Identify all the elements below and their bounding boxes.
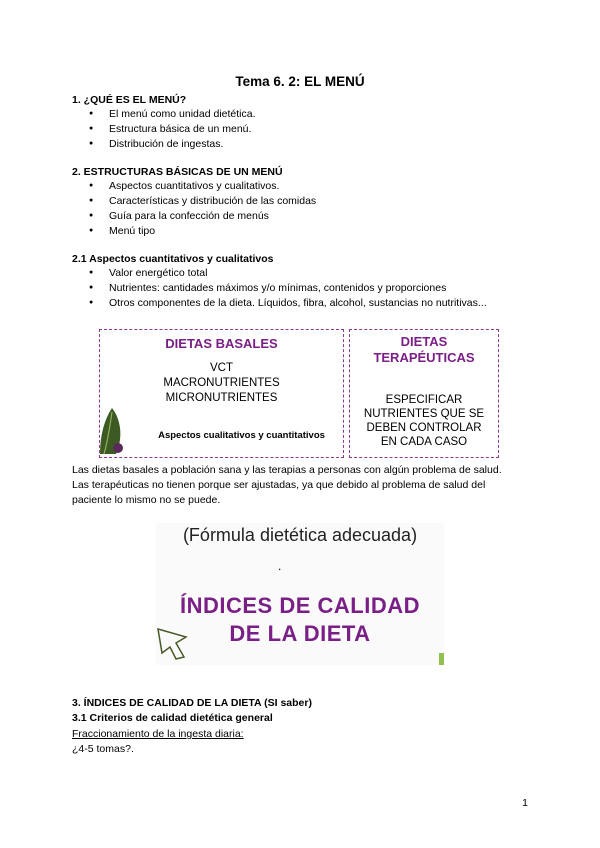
list-item: ● Otros componentes de la dieta. Líquidos, fibra, alcohol, sustancias no nutritivas...: [93, 297, 487, 309]
basal-footer: Aspectos cualitativos y cuantitativos: [158, 430, 325, 441]
list-item: ● Menú tipo: [93, 225, 155, 237]
therapeutic-title: TERAPÉUTICAS: [373, 350, 475, 365]
hand-arrow-icon: [156, 623, 192, 663]
section-1-heading: 1. ¿QUÉ ES EL MENÚ?: [72, 94, 187, 106]
therapeutic-title: DIETAS: [400, 334, 448, 349]
list-item: ● Características y distribución de las comidas: [93, 195, 316, 207]
basal-line: MICRONUTRIENTES: [165, 392, 278, 404]
page-number: 1: [522, 797, 528, 809]
list-item: ● Valor energético total: [93, 267, 207, 279]
paragraph-line: Las dietas basales a población sana y las terapias a personas con algún problema de salud.: [72, 464, 502, 476]
slide-top-text: (Fórmula dietética adecuada): [182, 525, 418, 545]
question-text: ¿4-5 tomas?.: [72, 743, 134, 755]
therapeutic-line: EN CADA CASO: [380, 436, 468, 448]
slide-title: DE LA DIETA: [229, 621, 371, 646]
section-3-1-heading: 3.1 Criterios de calidad dietética general: [72, 712, 273, 724]
slide-image: [156, 523, 444, 665]
paragraph-line: paciente lo mismo no se puede.: [72, 494, 221, 506]
basal-diets-title: DIETAS BASALES: [165, 336, 278, 351]
basal-line: MACRONUTRIENTES: [163, 377, 280, 389]
paragraph-line: Las terapéuticas no tienen porque ser ajustadas, ya que debido al problema de salud del: [72, 479, 486, 491]
therapeutic-line: ESPECIFICAR: [385, 394, 463, 406]
section-2-heading: 2. ESTRUCTURAS BÁSICAS DE UN MENÚ: [72, 166, 283, 178]
basal-diets-box: [99, 329, 344, 458]
slide-title: ÍNDICES DE CALIDAD: [179, 593, 420, 618]
list-item: ● Distribución de ingestas.: [93, 138, 223, 150]
therapeutic-line: NUTRIENTES QUE SE: [363, 408, 485, 420]
underlined-label: Fraccionamiento de la ingesta diaria:: [72, 728, 244, 740]
section-2-1-heading: 2.1 Aspectos cuantitativos y cualitativos: [72, 253, 274, 265]
list-item: ● Nutrientes: cantidades máximos y/o mínimas, contenidos y proporciones: [93, 282, 446, 294]
leaf-icon: [98, 406, 126, 456]
decorative-leaf-icon: [439, 653, 444, 665]
section-3-heading: 3. ÍNDICES DE CALIDAD DE LA DIETA (SI saber): [72, 697, 312, 709]
list-item: ● Guía para la confección de menús: [93, 210, 269, 222]
basal-line: VCT: [210, 362, 233, 374]
list-item: ● Estructura básica de un menú.: [93, 123, 251, 135]
page-title: Tema 6. 2: EL MENÚ: [235, 74, 365, 89]
therapeutic-diets-box: [349, 329, 499, 458]
list-item: ● El menú como unidad dietética.: [93, 108, 256, 120]
list-item: ● Aspectos cuantitativos y cualitativos.: [93, 180, 279, 192]
slide-dot: .: [278, 559, 282, 573]
therapeutic-line: DEBEN CONTROLAR: [366, 422, 482, 434]
